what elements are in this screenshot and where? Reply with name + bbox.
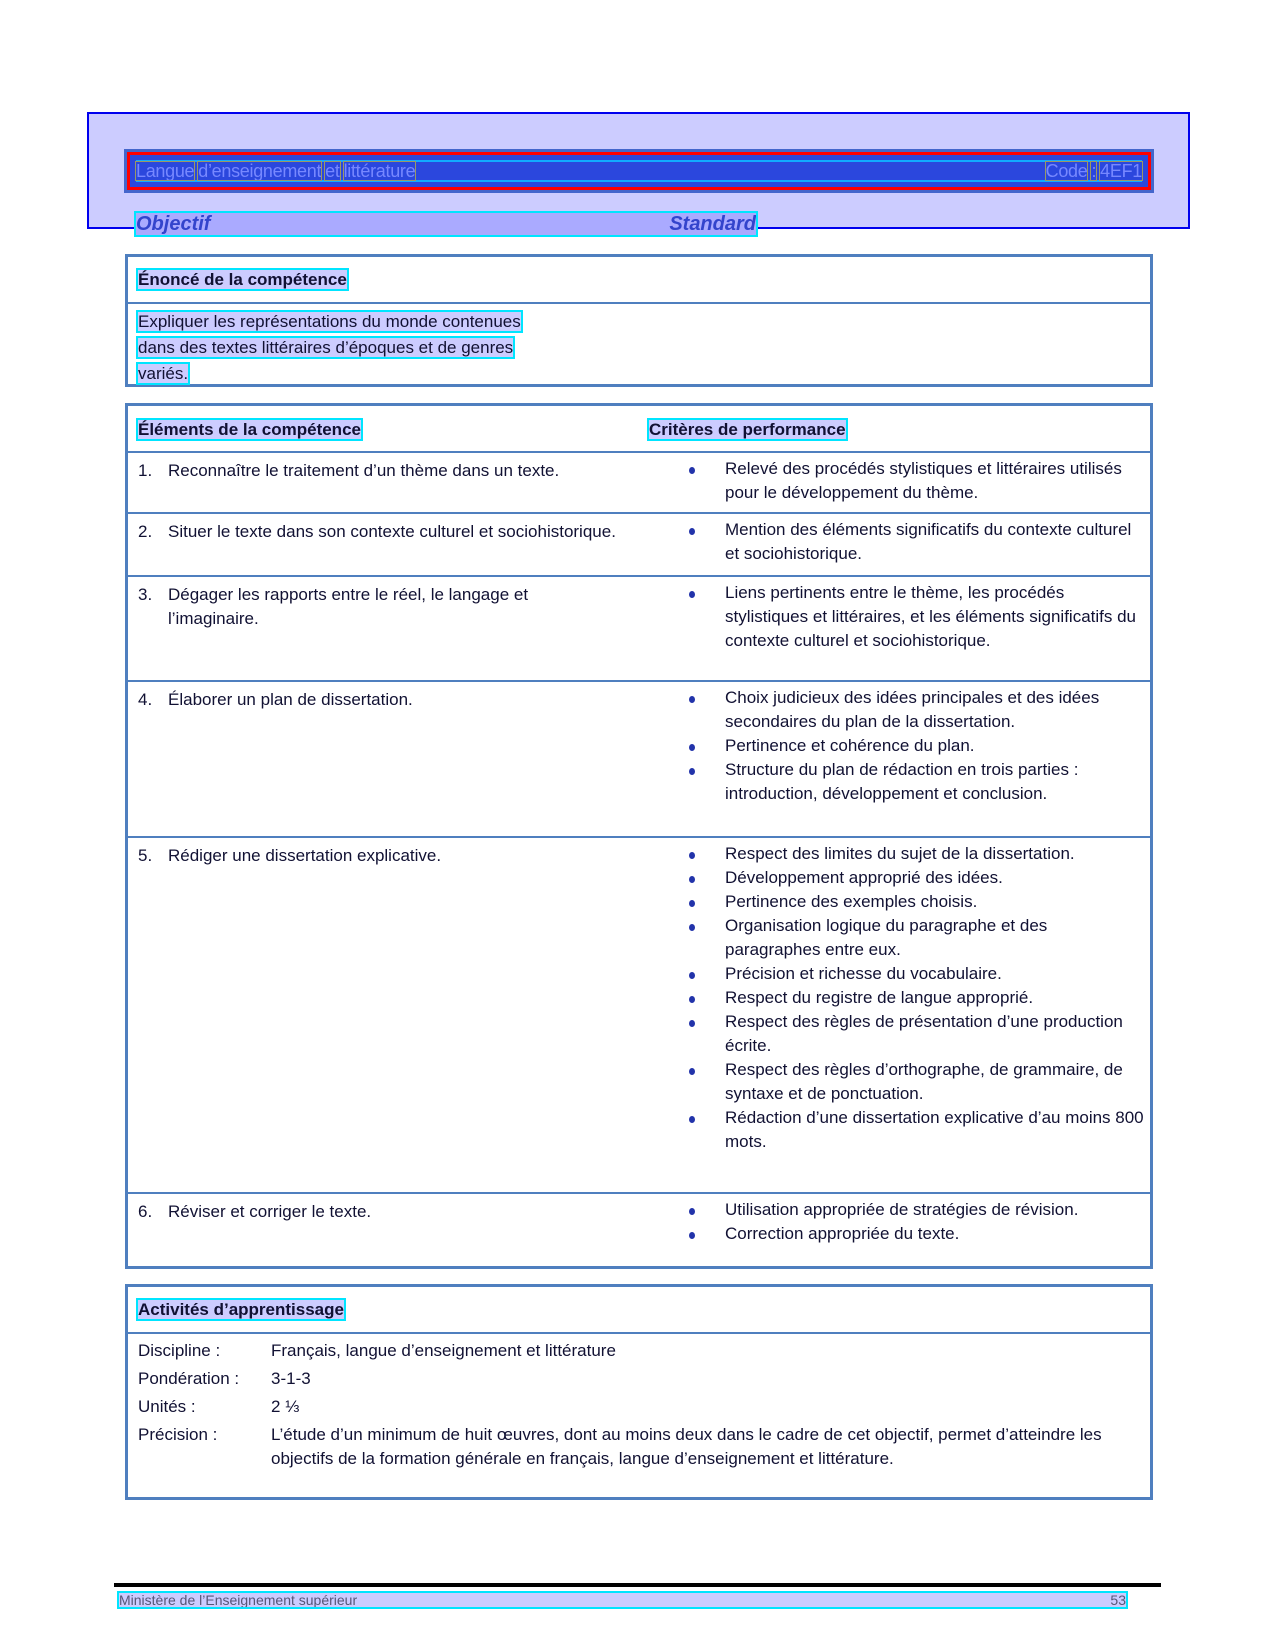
criterion: Pertinence et cohérence du plan. <box>689 734 1144 758</box>
bullet-icon <box>689 467 695 474</box>
enonce-box <box>125 254 1153 387</box>
page-footer <box>119 1593 1126 1607</box>
bullet-icon <box>689 1208 695 1215</box>
elements-header-row <box>128 406 1150 453</box>
bullet-icon <box>689 591 695 598</box>
bullet-icon <box>689 852 695 859</box>
bullet-icon <box>689 900 695 907</box>
elements-table <box>125 403 1153 1269</box>
criteria-list <box>689 686 1144 806</box>
criterion: Liens pertinents entre le thème, les procédés stylistiques et littéraires, et les éléments significatifs du contexte culturel et sociohistorique. <box>689 581 1144 653</box>
bullet-icon <box>689 924 695 931</box>
footer-rule <box>114 1583 1161 1587</box>
unites-row <box>128 1395 1150 1419</box>
element-text: 4. Élaborer un plan de dissertation. <box>138 690 413 709</box>
criterion: Mention des éléments significatifs du contexte culturel et sociohistorique. <box>689 518 1144 566</box>
criterion: Structure du plan de rédaction en trois parties : introduction, développement et conclusion. <box>689 758 1144 806</box>
standard-label: Standard <box>669 213 756 235</box>
title-word: et <box>325 161 340 181</box>
enonce-line: Expliquer les représentations du monde contenues <box>138 312 521 331</box>
enonce-line: variés. <box>138 364 189 383</box>
element-row-5 <box>128 838 1150 1194</box>
page-number: 53 <box>1110 1592 1126 1608</box>
criterion: Rédaction d’une dissertation explicative d’au moins 800 mots. <box>689 1106 1144 1154</box>
bullet-icon <box>689 1232 695 1239</box>
activities-heading: Activités d’apprentissage <box>138 1300 344 1319</box>
ponderation-label: Pondération : <box>138 1369 240 1388</box>
ponderation-value: 3-1-3 <box>271 1369 311 1388</box>
course-title-inner <box>127 152 1151 190</box>
title-word: littérature <box>343 161 416 181</box>
element-row-6 <box>128 1194 1150 1274</box>
criterion: Correction appropriée du texte. <box>689 1222 1144 1246</box>
criteria-list <box>689 581 1144 653</box>
bullet-icon <box>689 696 695 703</box>
criterion: Respect des règles d’orthographe, de grammaire, de syntaxe et de ponctuation. <box>689 1058 1144 1106</box>
criterion: Précision et richesse du vocabulaire. <box>689 962 1144 986</box>
criterion: Pertinence des exemples choisis. <box>689 890 1144 914</box>
criterion: Choix judicieux des idées principales et des idées secondaires du plan de la dissertation. <box>689 686 1144 734</box>
discipline-label: Discipline : <box>138 1341 221 1360</box>
criteria-list <box>689 842 1144 1154</box>
criteria-heading: Critères de performance <box>649 420 846 439</box>
criteria-list <box>689 1198 1144 1246</box>
code-value: 4EF1 <box>1100 161 1142 181</box>
course-title-bar <box>124 149 1154 193</box>
bullet-icon <box>689 1020 695 1027</box>
element-text: 5. Rédiger une dissertation explicative. <box>138 846 442 865</box>
discipline-value: Français, langue d’enseignement et littérature <box>271 1341 616 1360</box>
precision-row <box>128 1423 1150 1471</box>
course-code <box>1046 162 1142 180</box>
enonce-line: dans des textes littéraires d’époques et de genres <box>138 338 514 357</box>
bullet-icon <box>689 1068 695 1075</box>
activities-box <box>125 1284 1153 1500</box>
title-word: d’enseignement <box>198 161 322 181</box>
criterion: Relevé des procédés stylistiques et littéraires utilisés pour le développement du thème. <box>689 457 1144 505</box>
enonce-body <box>128 304 1150 388</box>
element-row-1 <box>128 453 1150 514</box>
title-word: Langue <box>136 161 195 181</box>
activities-heading-row <box>128 1287 1150 1334</box>
discipline-row <box>128 1339 1150 1363</box>
criterion: Organisation logique du paragraphe et des paragraphes entre eux. <box>689 914 1144 962</box>
bullet-icon <box>689 528 695 535</box>
criteria-list <box>689 518 1144 566</box>
bullet-icon <box>689 744 695 751</box>
ministry-name: Ministère de l’Enseignement supérieur <box>119 1592 358 1608</box>
unites-value: 2 ⅓ <box>271 1397 300 1416</box>
activities-body <box>128 1334 1150 1471</box>
bullet-icon <box>689 876 695 883</box>
bullet-icon <box>689 768 695 775</box>
criterion: Développement approprié des idées. <box>689 866 1144 890</box>
element-row-2 <box>128 514 1150 577</box>
criterion: Utilisation appropriée de stratégies de révision. <box>689 1198 1144 1222</box>
element-row-4 <box>128 682 1150 838</box>
criteria-list <box>689 457 1144 505</box>
bullet-icon <box>689 972 695 979</box>
enonce-heading: Énoncé de la compétence <box>138 270 347 289</box>
objective-label: Objectif <box>136 213 211 235</box>
precision-value: L’étude d’un minimum de huit œuvres, dont au moins deux dans le cadre de cet objectif, permet d’atteindre les objectifs de la formation générale en français, langue d’enseignement et littérature. <box>271 1425 1102 1468</box>
bullet-icon <box>689 1116 695 1123</box>
element-text: 2. Situer le texte dans son contexte culturel et sociohistorique. <box>138 522 616 541</box>
element-text: 6. Réviser et corriger le texte. <box>138 1202 372 1221</box>
criterion: Respect des règles de présentation d’une production écrite. <box>689 1010 1144 1058</box>
elements-heading: Éléments de la compétence <box>138 420 361 439</box>
element-text: 1. Reconnaître le traitement d’un thème dans un texte. <box>138 461 560 480</box>
precision-label: Précision : <box>138 1425 218 1444</box>
criterion: Respect des limites du sujet de la dissertation. <box>689 842 1144 866</box>
bullet-icon <box>689 996 695 1003</box>
course-title <box>136 160 1142 182</box>
element-text: 3. Dégager les rapports entre le réel, le langage et l’imaginaire. <box>138 585 529 628</box>
criterion: Respect du registre de langue approprié. <box>689 986 1144 1010</box>
ponderation-row <box>128 1367 1150 1391</box>
unites-label: Unités : <box>138 1397 196 1416</box>
code-separator: : <box>1091 161 1097 181</box>
objective-standard-row <box>136 213 756 235</box>
enonce-heading-row <box>128 257 1150 304</box>
course-name <box>136 162 415 180</box>
element-row-3 <box>128 577 1150 682</box>
code-label: Code <box>1045 161 1088 181</box>
